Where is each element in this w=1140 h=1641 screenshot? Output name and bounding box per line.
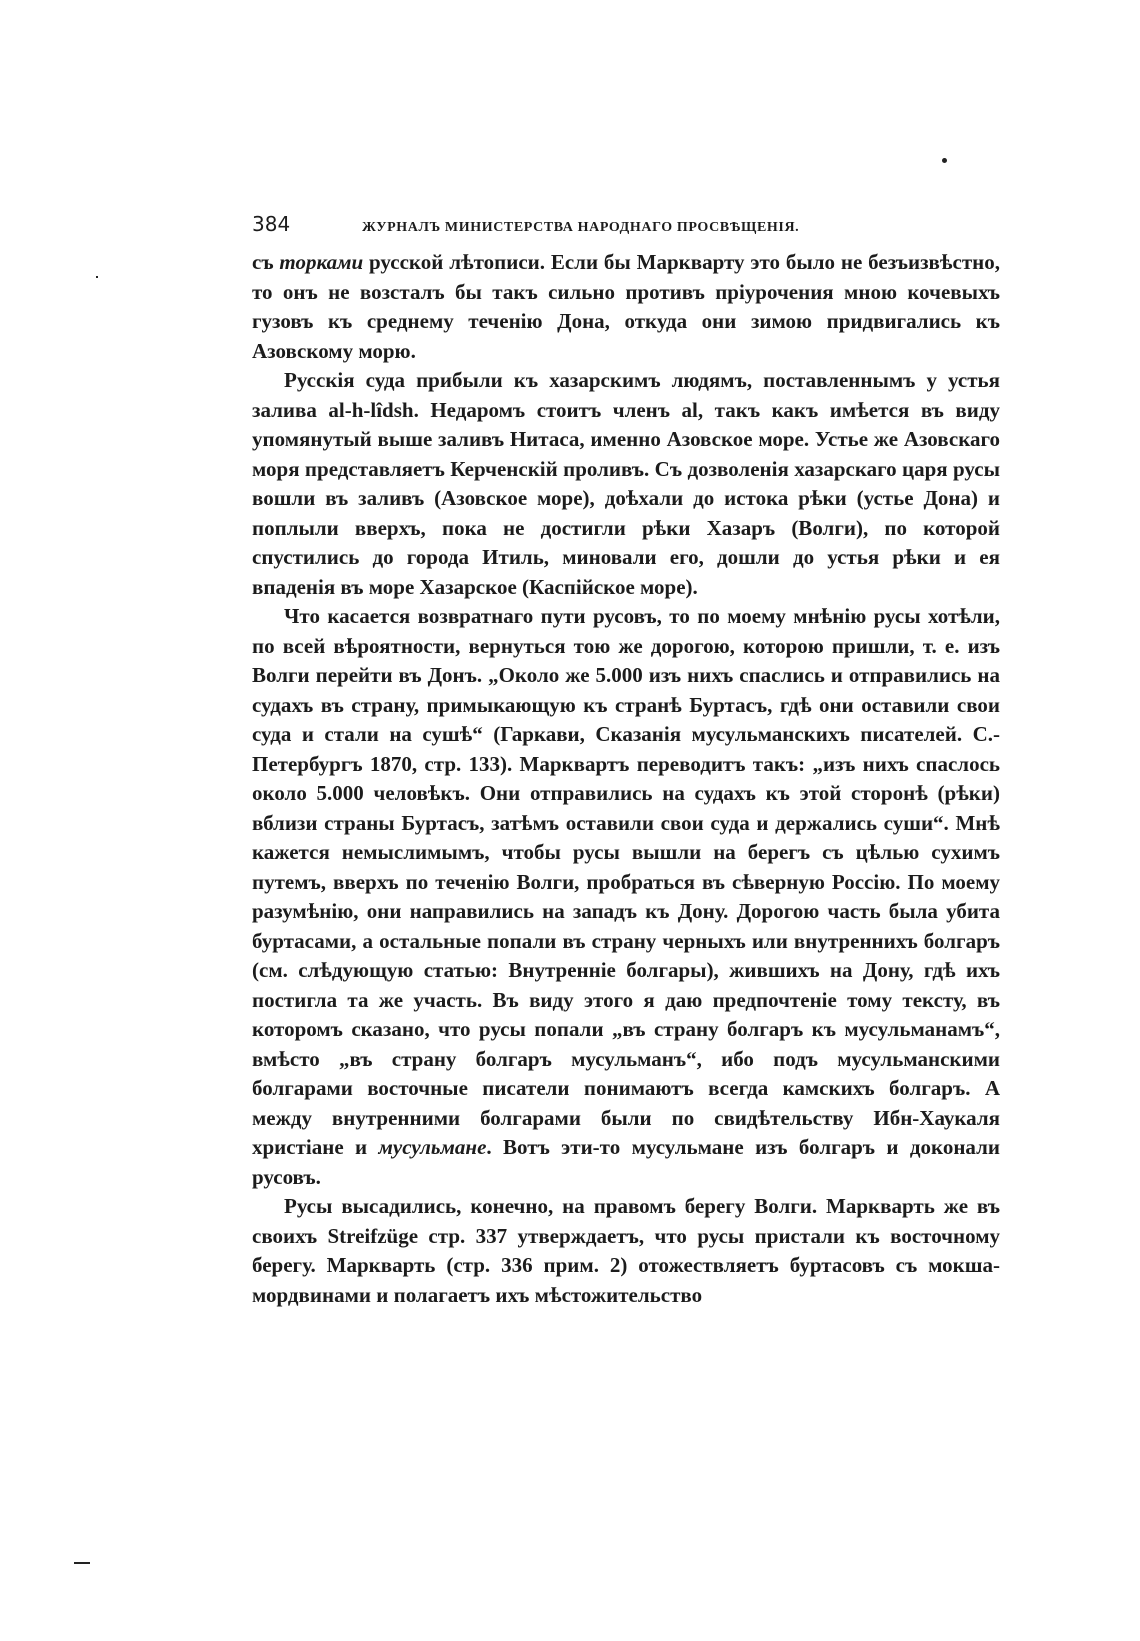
paragraph-1-text-a: съ (252, 250, 280, 274)
paragraph-2: Русскія суда прибыли къ хазарскимъ людямъ, поставленнымъ у устья залива al-h-lîdsh. Недаромъ стоитъ членъ al, такъ какъ имѣется въ виду упомянутый выше заливъ Нитаса, именно Азовское море. Устье же Азовскаго моря представляетъ Керченскій проливъ. Съ дозволенія хазарскаго царя русы вошли въ заливъ (Азовское море), доѣхали до истока рѣки (устье Дона) и поплыли вверхъ, пока не достигли рѣки Хазаръ (Волги), по которой спустились до города Итиль, миновали его, дошли до устья рѣки и ея впаденія въ море Хазарское (Каспійское море). (252, 368, 1000, 599)
page-header (252, 212, 1000, 242)
paragraph-4: Русы высадились, конечно, на правомъ берегу Волги. Маркварть же въ своихъ Streifzüge стр. 337 утверждаетъ, что русы пристали къ восточному берегу. Маркварть (стр. 336 прим. 2) отожествляетъ буртасовъ съ мокша-мордвинами и полагаетъ ихъ мѣстожительство (252, 1194, 1000, 1307)
paragraph-3 (252, 602, 1000, 1192)
paragraph-1 (252, 248, 1000, 366)
page-number: 384 (252, 212, 291, 236)
paragraph-3-italic-musulmane: мусульмане (378, 1135, 487, 1159)
ink-speck-dot (942, 158, 947, 163)
paragraph-1-text-b: русской лѣтописи. Если бы Маркварту это было не безъизвѣстно, то онъ не возсталъ бы такъ сильно противъ пріурочения мною кочевыхъ гузовъ къ среднему теченію Дона, откуда они зимою придвигались къ Азовскому морю. (252, 250, 1000, 363)
ink-speck-tick (96, 276, 98, 278)
paragraph-3-text-a: Что касается возвратнаго пути русовъ, то по моему мнѣнію русы хотѣли, по всей вѣроятности, вернуться тою же дорогою, которою пришли, т. е. изъ Волги перейти въ Донъ. „Около же 5.000 изъ нихъ спаслись и отправились на судахъ въ страну, примыкающую къ странѣ Буртасъ, гдѣ они оставили свои суда и стали на сушѣ“ (Гаркави, Сказанія мусульманскихъ писателей. С.-Петербургъ 1870, стр. 133). Марквартъ переводитъ такъ: „изъ нихъ спаслось около 5.000 человѣкъ. Они отправились на судахъ къ этой сторонѣ (рѣки) вблизи страны Буртасъ, затѣмъ оставили свои суда и держались суши“. Мнѣ кажется немыслимымъ, чтобы русы вышли на берегъ съ цѣлью сухимъ путемъ, вверхъ по теченію Волги, пробраться въ сѣверную Россію. По моему разумѣнію, они направились на западъ къ Дону. Дорогою часть была убита буртасами, а остальные попали въ страну черныхъ или внутреннихъ болгаръ (см. слѣдующую статью: Внутренніе болгары), жившихъ на Дону, гдѣ ихъ постигла та же участь. Въ виду этого я даю предпочтеніе тому тексту, въ которомъ сказано, что русы попали „въ страну болгаръ къ мусульманамъ“, вмѣсто „въ страну болгаръ мусульманъ“, ибо подъ мусульманскими болгарами восточные писатели понимаютъ всегда камскихъ болгаръ. А между внутренними болгарами были по свидѣтельству Ибн-Хаукаля христіане и (252, 604, 1000, 1159)
scanned-page (252, 212, 1000, 1310)
paragraph-3-text-b: . Вотъ эти-то мусульмане изъ болгаръ и доконали русовъ. (252, 1135, 1000, 1189)
ink-speck-dash (74, 1562, 90, 1564)
body-text (252, 248, 1000, 1310)
running-title: ЖУРНАЛЪ МИНИСТЕРСТВА НАРОДНАГО ПРОСВѢЩЕНІЯ. (362, 220, 800, 235)
paragraph-1-italic-torkami: торками (279, 250, 364, 274)
